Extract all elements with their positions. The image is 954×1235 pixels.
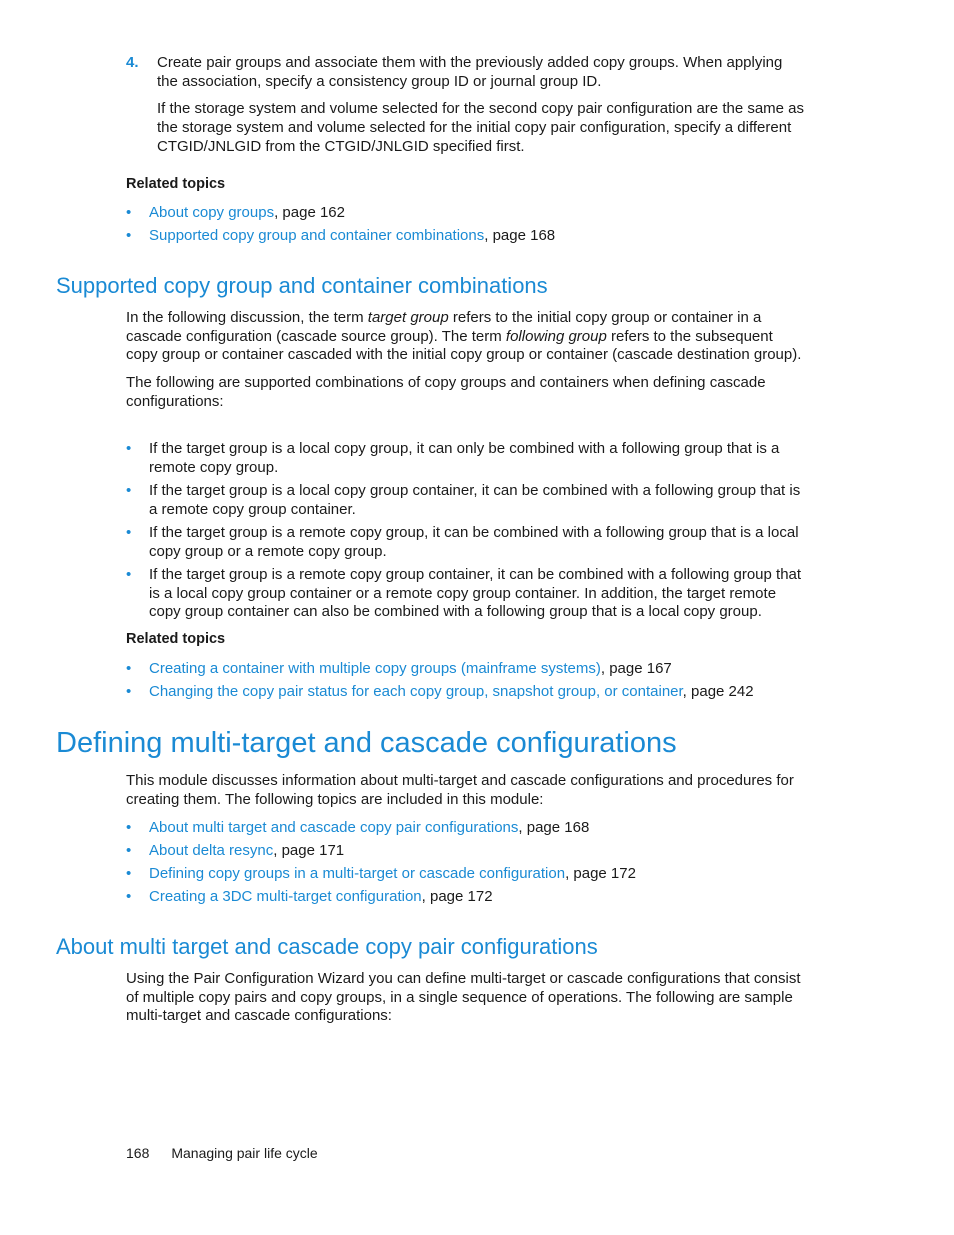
page-reference: , page 172	[421, 888, 493, 905]
module-topic-link[interactable]: About multi target and cascade copy pair configurations	[149, 819, 519, 836]
step-4-note: If the storage system and volume selected for the second copy pair configuration are the same as the storage system and volume selected for the initial copy pair configuration, specify a different CTGID/JNLGID from the CTGID/JNLGID specified first.	[157, 100, 805, 155]
combination-item	[126, 482, 806, 519]
related-topic-item	[126, 227, 816, 245]
module-topic-item	[126, 888, 816, 906]
combination-item	[126, 440, 806, 477]
page-reference: , page 171	[273, 842, 345, 859]
page-reference: , page 172	[565, 865, 636, 882]
related-topics-heading: Related topics	[126, 176, 226, 192]
supported-paragraph-2: The following are supported combinations of copy groups and containers when defining cascade configurations:	[126, 374, 766, 410]
bullet-icon: •	[126, 440, 132, 457]
bullet-icon: •	[126, 888, 132, 905]
intro-text: refers to the initial copy group or container in a cascade configuration (cascade source group). The term	[126, 309, 762, 345]
related-topics-list	[126, 660, 816, 706]
chapter-heading-defining: Defining multi-target and cascade configurations	[56, 727, 677, 759]
bullet-icon: •	[126, 819, 132, 836]
bullet-icon: •	[126, 482, 132, 499]
module-topic-item	[126, 865, 816, 883]
combination-list	[126, 440, 806, 627]
section-heading-supported: Supported copy group and container combinations	[56, 273, 548, 298]
step-number: 4.	[126, 54, 139, 71]
term-target-group: target group	[367, 309, 449, 326]
related-topic-item	[126, 683, 816, 701]
page-footer	[126, 1145, 318, 1161]
section-heading-about: About multi target and cascade copy pair configurations	[56, 934, 598, 959]
bullet-icon: •	[126, 865, 132, 882]
combination-item	[126, 524, 806, 561]
module-topic-link[interactable]: Defining copy groups in a multi-target or cascade configuration	[149, 865, 566, 882]
page-reference: , page 242	[682, 683, 754, 700]
bullet-icon: •	[126, 204, 132, 221]
module-topic-link[interactable]: About delta resync	[149, 842, 274, 859]
combination-text: If the target group is a local copy group, it can only be combined with a following group that is a remote copy group.	[149, 440, 780, 476]
supported-intro	[126, 309, 806, 412]
combination-item	[126, 566, 806, 622]
page-reference: , page 168	[484, 227, 556, 244]
related-topic-item	[126, 660, 816, 678]
chapter-title: Managing pair life cycle	[171, 1145, 318, 1161]
module-topic-item	[126, 819, 816, 837]
related-topic-item	[126, 204, 816, 222]
intro-text: In the following discussion, the term	[126, 309, 368, 326]
bullet-icon: •	[126, 842, 132, 859]
page-reference: , page 162	[274, 204, 345, 221]
page-number: 168	[126, 1145, 150, 1161]
bullet-icon: •	[126, 660, 132, 677]
module-topics-list	[126, 819, 816, 911]
combination-text: If the target group is a remote copy group, it can be combined with a following group that is a local copy group or a remote copy group.	[149, 524, 799, 560]
page-reference: , page 167	[600, 660, 672, 677]
defining-intro	[126, 772, 806, 809]
about-intro-paragraph: Using the Pair Configuration Wizard you can define multi-target or cascade configurations that consist of multiple copy pairs and copy groups, in a single sequence of operations. The following are sample multi-target and cascade configurations:	[126, 970, 801, 1025]
combination-text: If the target group is a remote copy group container, it can be combined with a following group that is a local copy group container or a remote copy group container. In addition, the target remote copy group container can also be combined with a following group that is a local copy group.	[149, 566, 802, 621]
bullet-icon: •	[126, 566, 132, 583]
term-following-group: following group	[505, 327, 607, 345]
about-intro	[126, 970, 806, 1026]
related-topic-link[interactable]: About copy groups	[149, 204, 275, 221]
combination-text: If the target group is a local copy group container, it can be combined with a following group that is a remote copy group container.	[149, 482, 801, 518]
page-reference: , page 168	[518, 819, 590, 836]
bullet-icon: •	[126, 524, 132, 541]
intro-text: refers to the subsequent copy group or container cascaded with the initial copy group or container (cascade destination group).	[126, 327, 802, 364]
module-topic-link[interactable]: Creating a 3DC multi-target configuration	[149, 888, 422, 905]
related-topic-link[interactable]: Supported copy group and container combinations	[149, 227, 485, 244]
defining-intro-paragraph: This module discusses information about multi-target and cascade configurations and procedures for creating them. The following topics are included in this module:	[126, 772, 794, 808]
bullet-icon: •	[126, 227, 132, 244]
module-topic-item	[126, 842, 816, 860]
step-4-paragraph: Create pair groups and associate them with the previously added copy groups. When applying the association, specify a consistency group ID or journal group ID.	[157, 54, 783, 90]
related-topic-link[interactable]: Changing the copy pair status for each copy group, snapshot group, or container	[149, 683, 683, 700]
bullet-icon: •	[126, 683, 132, 700]
supported-intro-paragraph	[126, 309, 806, 365]
related-topics-heading: Related topics	[126, 631, 226, 647]
related-topics-list	[126, 204, 816, 250]
related-topic-link[interactable]: Creating a container with multiple copy groups (mainframe systems)	[149, 660, 601, 677]
